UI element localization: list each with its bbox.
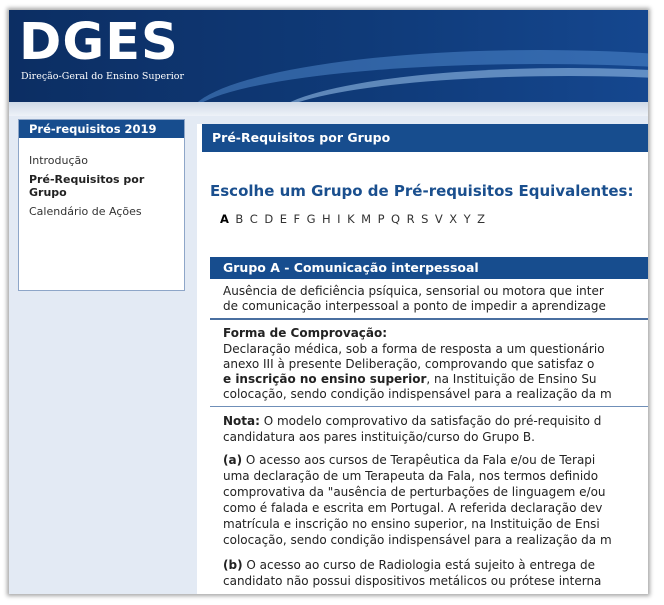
proof-title: Forma de Comprovação: <box>223 326 388 340</box>
main-top-strip <box>197 116 648 124</box>
section-divider-2 <box>210 406 648 407</box>
letter-link-i[interactable]: I <box>337 212 341 226</box>
letter-link-a[interactable]: A <box>220 212 229 226</box>
sidebar-item-introducao[interactable]: Introdução <box>29 154 89 167</box>
note-line-1 <box>223 414 601 429</box>
item-a-line-6: colocação, sendo condição indispensável para a realização da m <box>223 533 612 547</box>
main-content <box>197 116 648 594</box>
letter-link-c[interactable]: C <box>249 212 258 226</box>
letter-link-d[interactable]: D <box>264 212 274 226</box>
proof-line-4: colocação, sendo condição indispensável para a realização da m <box>223 387 612 401</box>
proof-line-3-rest: , na Instituição de Ensino Su <box>426 372 597 386</box>
letter-link-z[interactable]: Z <box>477 212 486 226</box>
header-sub-bar <box>9 102 648 116</box>
letter-link-m[interactable]: M <box>361 212 372 226</box>
note-text: O modelo comprovativo da satisfação do pré-requisito d <box>259 414 602 428</box>
header-banner <box>9 10 648 102</box>
item-b-label: (b) <box>223 558 243 572</box>
item-a-label: (a) <box>223 453 243 467</box>
letter-link-s[interactable]: S <box>421 212 429 226</box>
sidebar-item-pre-requisitos-por-grupo[interactable]: Pré-Requisitos por Grupo <box>29 173 145 199</box>
dges-logo[interactable]: DGES <box>19 13 179 72</box>
group-description-line-2: de comunicação interpessoal a ponto de impedir a aprendizage <box>223 299 606 313</box>
letter-link-x[interactable]: X <box>449 212 458 226</box>
page-title: Pré-Requisitos por Grupo <box>202 124 648 152</box>
sidebar-menu <box>18 119 185 291</box>
item-a-line-2: uma declaração de um Terapeuta da Fala, nos termos definido <box>223 469 599 483</box>
browser-frame <box>9 10 648 594</box>
letter-link-h[interactable]: H <box>322 212 331 226</box>
dges-logo-subtitle: Direção-Geral do Ensino Superior <box>21 71 185 82</box>
proof-line-1: Declaração médica, sob a forma de resposta a um questionário <box>223 342 605 356</box>
letter-link-k[interactable]: K <box>347 212 355 226</box>
letter-link-g[interactable]: G <box>306 212 316 226</box>
item-a-line-1 <box>223 453 595 468</box>
letter-link-v[interactable]: V <box>434 212 443 226</box>
item-b-line-2: candidato não possui dispositivos metálicos ou prótese interna <box>223 574 602 588</box>
letter-link-b[interactable]: B <box>235 212 244 226</box>
letter-link-e[interactable]: E <box>279 212 287 226</box>
proof-line-3-bold: e inscrição no ensino superior <box>223 372 427 386</box>
note-line-2: candidatura aos pares instituição/curso do Grupo B. <box>223 430 535 444</box>
letter-link-q[interactable]: Q <box>391 212 401 226</box>
proof-line-3 <box>223 372 597 387</box>
choose-group-heading: Escolhe um Grupo de Pré-requisitos Equivalentes: <box>210 182 634 200</box>
letter-index <box>220 212 492 226</box>
section-divider <box>210 318 648 320</box>
sidebar-item-calendario-de-acoes[interactable]: Calendário de Ações <box>29 205 142 218</box>
item-a-line-4: como é falada e escrita em Portugal. A referida declaração dev <box>223 501 603 515</box>
letter-link-y[interactable]: Y <box>463 212 471 226</box>
letter-link-p[interactable]: P <box>377 212 385 226</box>
group-description-line-1: Ausência de deficiência psíquica, sensorial ou motora que inter <box>223 284 604 298</box>
proof-line-2: anexo III à presente Deliberação, comprovando que satisfaz o <box>223 357 595 371</box>
note-label: Nota: <box>223 414 260 428</box>
item-b-line-1 <box>223 558 595 573</box>
item-b-text: O acesso ao curso de Radiologia está sujeito à entrega de <box>242 558 595 572</box>
group-a-header: Grupo A - Comunicação interpessoal <box>210 257 648 279</box>
item-a-line-3: comprovativa da "ausência de perturbações de linguagem e/ou <box>223 485 606 499</box>
item-a-line-5: matrícula e inscrição no ensino superior, na Instituição de Ensi <box>223 517 600 531</box>
item-a-text: O acesso aos cursos de Terapêutica da Fala e/ou de Terapi <box>242 453 596 467</box>
sidebar-title: Pré-requisitos 2019 <box>19 120 184 138</box>
letter-link-f[interactable]: F <box>293 212 301 226</box>
letter-link-r[interactable]: R <box>406 212 415 226</box>
